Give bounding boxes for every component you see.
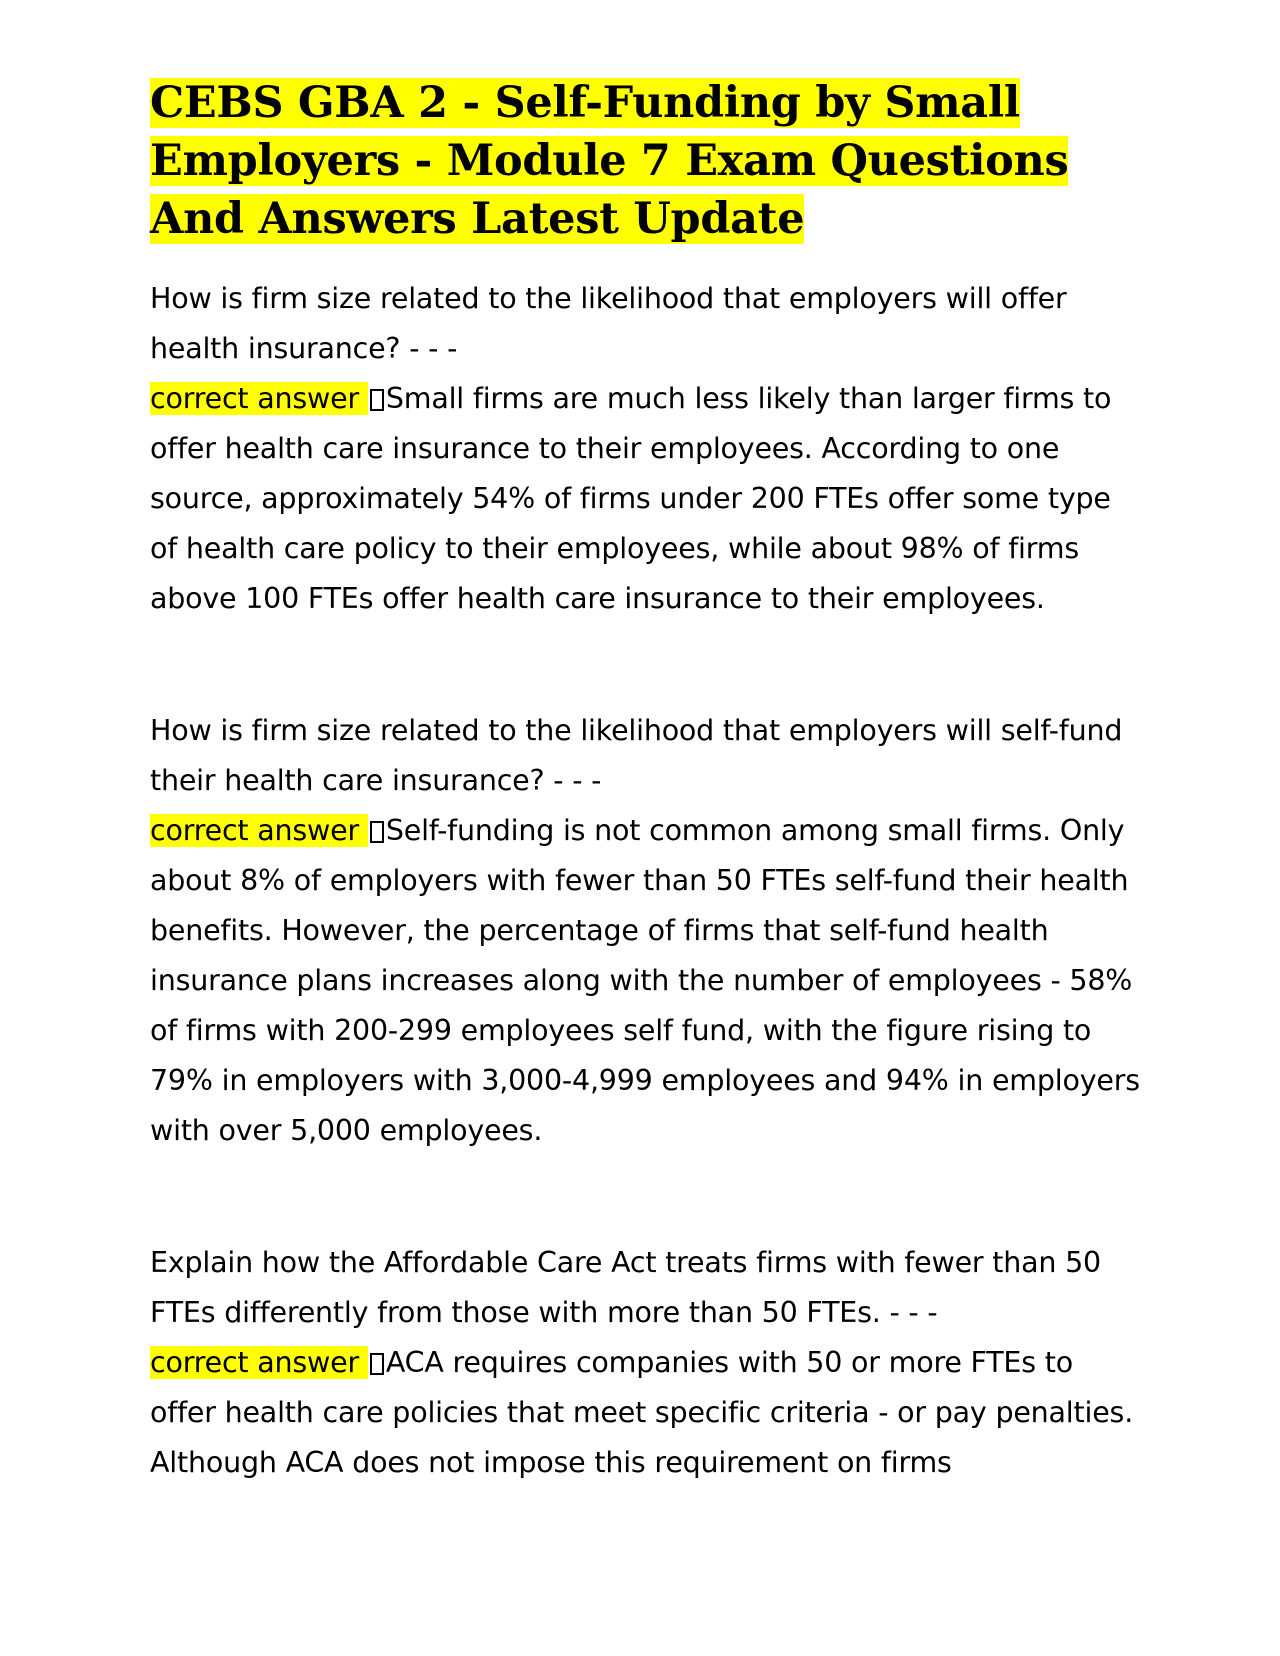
question-text: How is firm size related to the likelihood that employers will offer health insurance? - - -: [150, 282, 1067, 365]
answer-label: correct answer: [150, 814, 368, 847]
qa-item-3: [150, 1238, 1140, 1488]
missing-glyph-icon: [370, 821, 384, 843]
document-title: [150, 74, 1140, 248]
answer-label: correct answer: [150, 1346, 368, 1379]
missing-glyph-icon: [370, 1353, 384, 1375]
answer-block: [150, 806, 1140, 1156]
document-page: [150, 74, 1140, 1488]
answer-block: [150, 1338, 1140, 1488]
answer-text: Self-funding is not common among small firms. Only about 8% of employers with fewer than 50 FTEs self-fund their health benefits. However, the percentage of firms that self-fund health insurance plans increases along with the number of employees - 58% of firms with 200-299 employees self fund, with the figure rising to 79% in employers with 3,000-4,999 employees and 94% in employers with over 5,000 employees.: [150, 814, 1140, 1147]
qa-item-2: [150, 706, 1140, 1156]
question-text: How is firm size related to the likelihood that employers will self-fund their health care insurance? - - -: [150, 714, 1123, 797]
document-title-text: CEBS GBA 2 - Self-Funding by Small Employers - Module 7 Exam Questions And Answers Latest Update: [150, 78, 1069, 244]
question-text: Explain how the Affordable Care Act treats firms with fewer than 50 FTEs differently from those with more than 50 FTEs. - - -: [150, 1246, 1101, 1329]
answer-block: [150, 374, 1140, 624]
qa-item-1: [150, 274, 1140, 624]
answer-text: ACA requires companies with 50 or more FTEs to offer health care policies that meet specific criteria - or pay penalties. Although ACA does not impose this requirement on firms: [150, 1346, 1134, 1479]
missing-glyph-icon: [370, 389, 384, 411]
answer-text: Small firms are much less likely than larger firms to offer health care insurance to their employees. According to one source, approximately 54% of firms under 200 FTEs offer some type of health care policy to their employees, while about 98% of firms above 100 FTEs offer health care insurance to their employees.: [150, 382, 1112, 615]
answer-label: correct answer: [150, 382, 368, 415]
